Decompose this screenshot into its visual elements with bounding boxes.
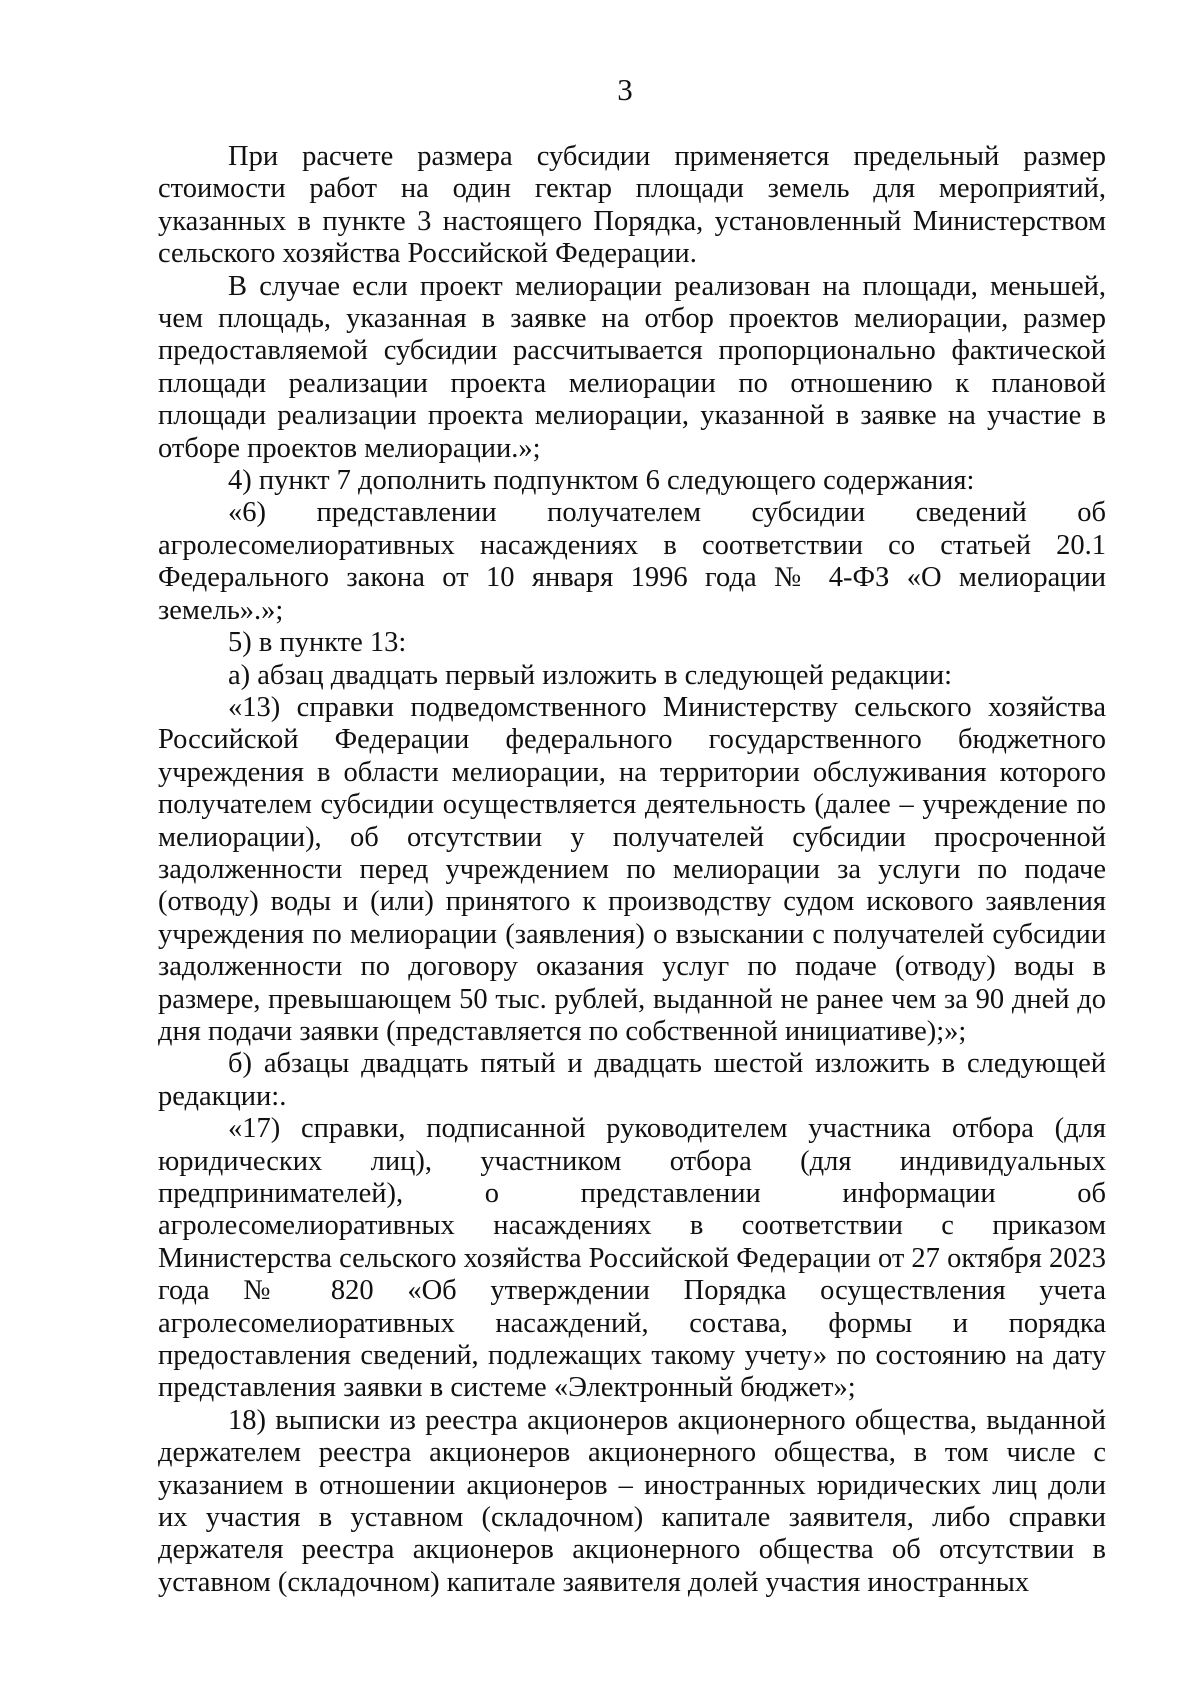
paragraph-subitem-a: а) абзац двадцать первый изложить в следующей редакции: <box>228 659 953 691</box>
paragraph-clause-18: 18) выписки из реестра акционеров акционерного общества, выданной держателем реестра акционеров акционерного общества, в том числе с указанием в отношении акционеров – иностранных юридических лиц доли их участия в уставном (складочном) капитале заявителя, либо справки держателя реестра акционеров акционерного общества об отсутствии в уставном (складочном) капитале заявителя долей участия иностранных <box>158 1404 1106 1598</box>
page-number: 3 <box>617 72 633 107</box>
paragraph-subitem-6: «6) представлении получателем субсидии сведений об агролесомелиоративных насаждениях в соответствии со статьей 20.1 Федерального закона от 10 января 1996 года № 4-ФЗ «О мелиорации земель».»; <box>158 497 1106 626</box>
paragraph-item-5: 5) в пункте 13: <box>228 627 407 659</box>
paragraph-clause-17: «17) справки, подписанной руководителем участника отбора (для юридических лиц), участником отбора (для индивидуальных предпринимателей), о представлении информации об агролесомелиоративных насаждениях в соответствии с приказом Министерства сельского хозяйства Российской Федерации от 27 октября 2023 года № 820 «Об утверждении Порядка осуществления учета агролесомелиоративных насаждений, состава, формы и порядка предоставления сведений, подлежащих такому учету» по состоянию на дату представления заявки в системе «Электронный бюджет»; <box>158 1113 1106 1404</box>
paragraph-clause-13: «13) справки подведомственного Министерству сельского хозяйства Российской Федерации федерального государственного бюджетного учреждения в области мелиорации, на территории обслуживания которого получателем субсидии осуществляется деятельность (далее – учреждение по мелиорации), об отсутствии у получателей субсидии просроченной задолженности перед учреждением по мелиорации за услуги по подаче (отводу) воды и (или) принятого к производству судом искового заявления учреждения по мелиорации (заявления) о взыскании с получателей субсидии задолженности по договору оказания услуг по подаче (отводу) воды в размере, превышающем 50 тыс. рублей, выданной не ранее чем за 90 дней до дня подачи заявки (представляется по собственной инициативе);»; <box>158 691 1106 1047</box>
paragraph-subitem-b: б) абзацы двадцать пятый и двадцать шестой изложить в следующей редакции:. <box>158 1048 1106 1112</box>
paragraph-subsidy-calculation: При расчете размера субсидии применяется предельный размер стоимости работ на один гектар площади земель для мероприятий, указанных в пункте 3 настоящего Порядка, установленный Министерством сельского хозяйства Российской Федерации. <box>158 141 1106 270</box>
paragraph-area-proportion: В случае если проект мелиорации реализован на площади, меньшей, чем площадь, указанная в заявке на отбор проектов мелиорации, размер предоставляемой субсидии рассчитывается пропорционально фактической площади реализации проекта мелиорации по отношению к плановой площади реализации проекта мелиорации, указанной в заявке на участие в отборе проектов мелиорации.»; <box>158 270 1106 464</box>
document-body <box>158 141 1106 1599</box>
paragraph-item-4: 4) пункт 7 дополнить подпунктом 6 следующего содержания: <box>228 465 975 497</box>
